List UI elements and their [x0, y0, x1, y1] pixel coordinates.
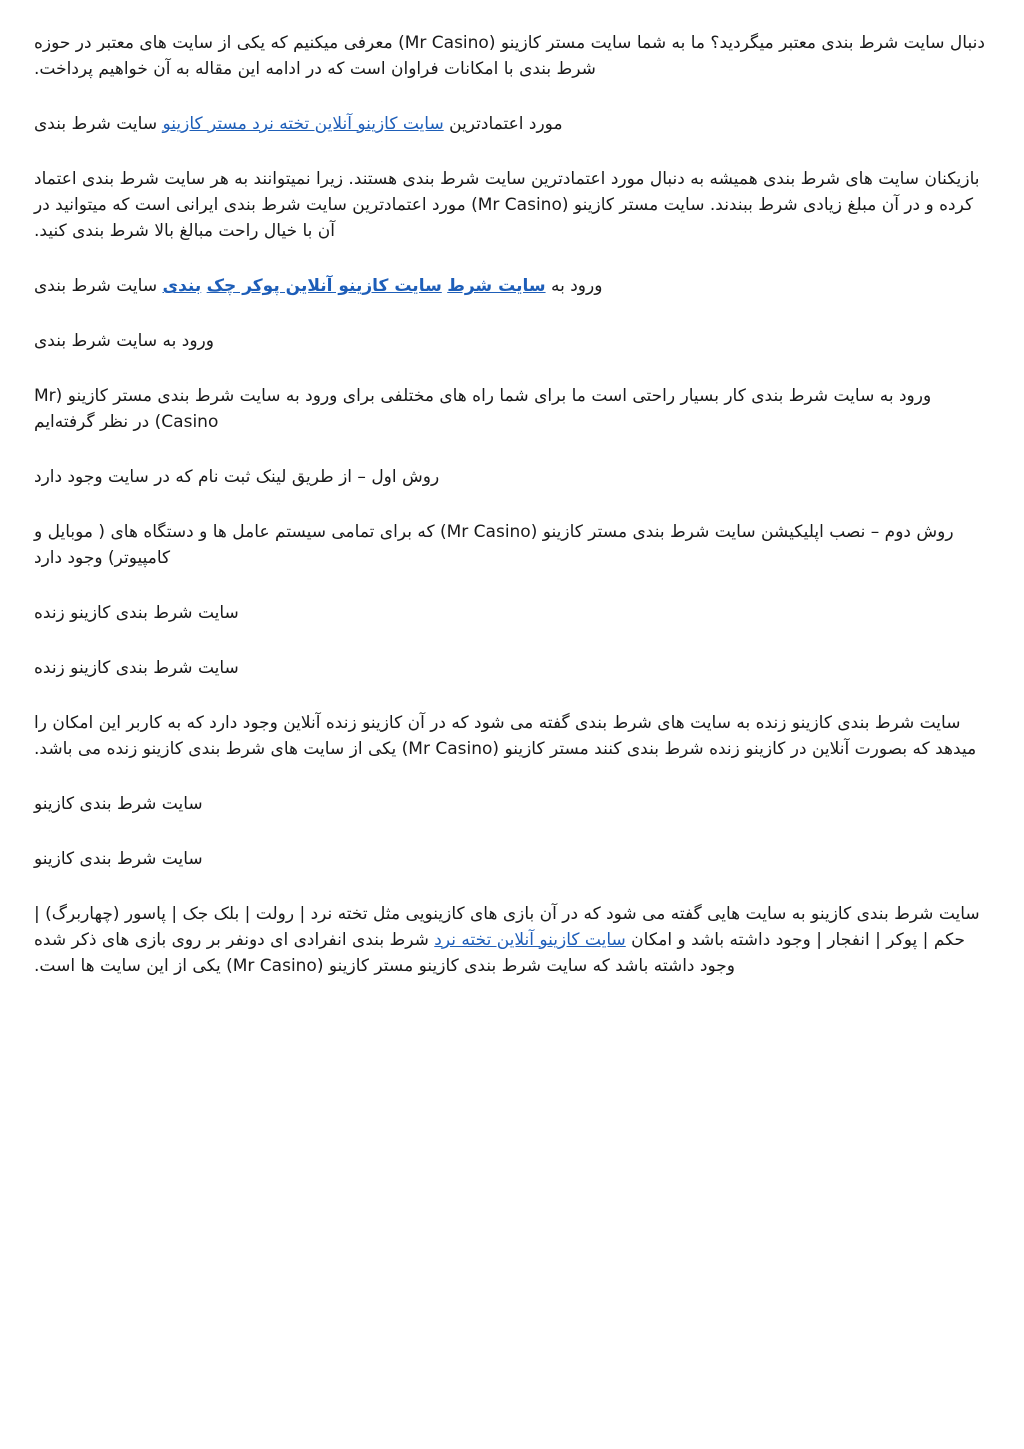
casino-paragraph	[34, 901, 988, 979]
text-span: ورود به	[545, 276, 603, 296]
login-paragraph: ورود به سایت شرط بندی کار بسیار راحتی است ما برای شما راه های مختلفی برای ورود به سایت شرط بندی مستر کازینو (Mr Casino) در نظر گرفته‌ایم	[34, 386, 932, 432]
live-casino-heading: سایت شرط بندی کازینو زنده	[34, 603, 239, 623]
login-heading: ورود به سایت شرط بندی	[34, 331, 214, 351]
casino-heading: سایت شرط بندی کازینو	[34, 794, 203, 814]
text-span: سایت شرط بندی	[34, 114, 163, 134]
login-links-line	[34, 273, 988, 299]
betting-site-link[interactable]: سایت شرط	[447, 276, 546, 296]
casino-poker-link[interactable]: سایت کازینو آنلاین پوکر چک	[206, 276, 442, 296]
live-casino-subheading: سایت شرط بندی کازینو زنده	[34, 658, 239, 678]
text-span: مورد اعتمادترین	[443, 114, 563, 134]
live-casino-paragraph: سایت شرط بندی کازینو زنده به سایت های شرط بندی گفته می شود که در آن کازینو زنده آنلاین وجود دارد که به کاربر این امکان را میدهد که بصورت آنلاین در کازینو زنده شرط بندی کنند مستر کازینو (Mr Casino) یکی از سایت های شرط بندی کازینو زنده می باشد.	[34, 713, 977, 759]
method-two: روش دوم – نصب اپلیکیشن سایت شرط بندی مستر کازینو (Mr Casino) که برای تمامی سیستم عامل ها و دستگاه های ( موبایل و کامپیوتر) وجود دارد	[34, 522, 954, 568]
method-one: روش اول – از طریق لینک ثبت نام که در سایت وجود دارد	[34, 467, 440, 487]
text-span: سایت شرط بندی	[34, 276, 163, 296]
betting-link[interactable]: بندی	[162, 276, 202, 296]
casino-backgammon-link[interactable]: سایت کازینو آنلاین تخته نرد مستر کازینو	[162, 114, 444, 134]
trusted-site-paragraph: بازیکنان سایت های شرط بندی همیشه به دنبال مورد اعتمادترین سایت شرط بندی هستند. زیرا نمیتوانند به هر سایت شرط بندی اعتماد کرده و در آن مبلغ زیادی شرط ببندند. سایت مستر کازینو (Mr Casino) مورد اعتمادترین سایت شرط بندی ایرانی است که میتوانید در آن با خیال راحت مبالغ بالا شرط بندی کنید.	[34, 169, 980, 241]
trusted-site-line	[34, 111, 988, 137]
text-span: شرط بندی انفرادی ای دونفر بر روی بازی های ذکر شده وجود داشته باشد که سایت شرط بندی کازینو مستر کازینو (Mr Casino) یکی از این سایت ها است.	[34, 930, 735, 976]
casino-backgammon-link-2[interactable]: سایت کازینو آنلاین تخته نرد	[434, 930, 626, 950]
text-span: سایت شرط بندی کازینو به سایت هایی گفته می شود که در آن بازی های کازینویی مثل تخته نرد | رولت | بلک جک | پاسور (چهاربرگ) | حکم | پوکر | انفجار | وجود داشته باشد و امکان	[34, 904, 980, 950]
intro-paragraph: دنبال سایت شرط بندی معتبر میگردید؟ ما به شما سایت مستر کازینو (Mr Casino) معرفی میکنیم که یکی از سایت های معتبر در حوزه شرط بندی با امکانات فراوان است که در ادامه این مقاله به آن خواهیم پرداخت.	[34, 33, 985, 79]
casino-subheading: سایت شرط بندی کازینو	[34, 849, 203, 869]
